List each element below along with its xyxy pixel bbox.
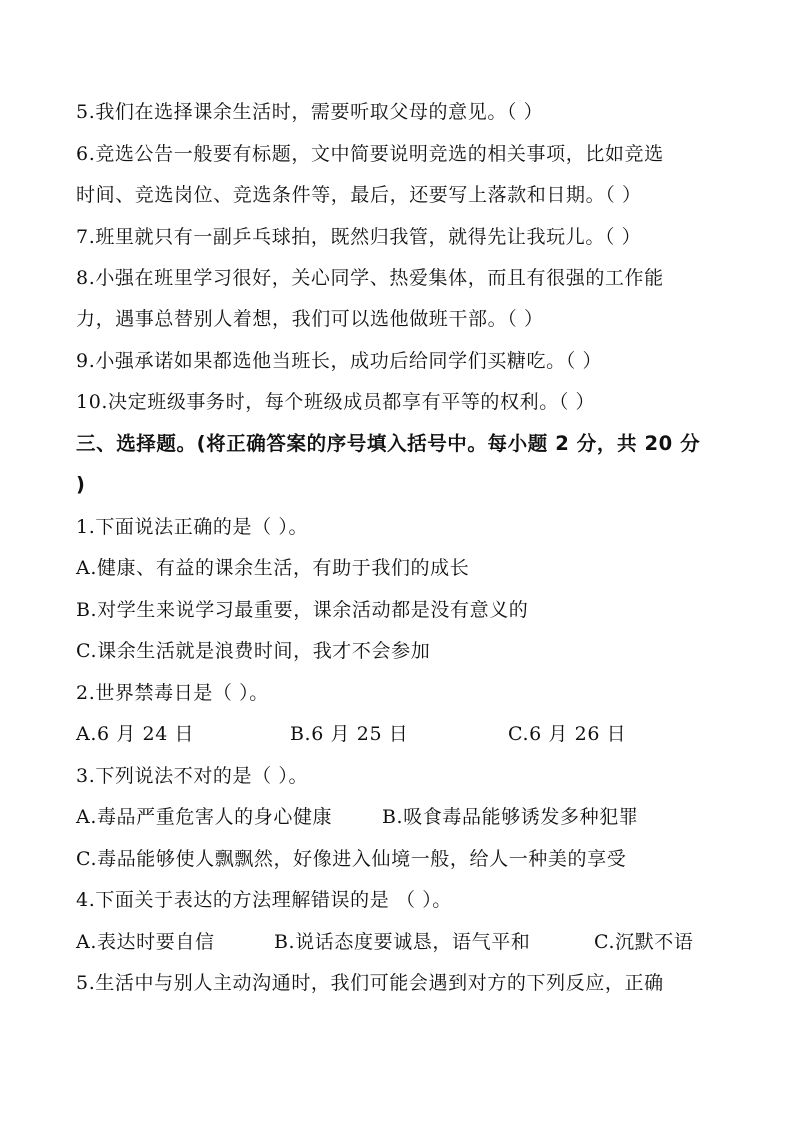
choice-q2-options bbox=[76, 721, 726, 747]
choice-q4-option-b: B.说话态度要诚恳，语气平和 bbox=[274, 931, 531, 953]
tf-question-8-line-1: 8.小强在班里学习很好，关心同学、热爱集体，而且有很强的工作能 bbox=[76, 267, 664, 289]
choice-q3-options-ab bbox=[76, 804, 726, 830]
choice-q3-stem: 3.下列说法不对的是（ ）。 bbox=[76, 765, 309, 787]
tf-question-8-line-2: 力，遇事总替别人着想，我们可以选他做班干部。（ ） bbox=[76, 308, 544, 330]
tf-question-7: 7.班里就只有一副乒乓球拍，既然归我管，就得先让我玩儿。（ ） bbox=[76, 226, 642, 248]
choice-q3-option-c: C.毒品能够使人飘飘然，好像进入仙境一般，给人一种美的享受 bbox=[76, 848, 627, 870]
tf-question-5: 5.我们在选择课余生活时，需要听取父母的意见。（ ） bbox=[76, 101, 544, 123]
choice-q3-option-b: B.吸食毒品能够诱发多种犯罪 bbox=[382, 806, 639, 828]
choice-q1-option-b: B.对学生来说学习最重要，课余活动都是没有意义的 bbox=[76, 599, 529, 621]
choice-q2-option-c: C.6 月 26 日 bbox=[508, 723, 627, 745]
choice-q2-option-a: A.6 月 24 日 bbox=[76, 723, 195, 745]
section-3-heading-line-2: ) bbox=[76, 473, 86, 496]
tf-question-10: 10.决定班级事务时，每个班级成员都享有平等的权利。（ ） bbox=[76, 391, 596, 413]
choice-q1-option-a: A.健康、有益的课余生活，有助于我们的成长 bbox=[76, 557, 470, 579]
choice-q3-option-a: A.毒品严重危害人的身心健康 bbox=[76, 806, 333, 828]
section-3-heading-line-1: 三、选择题。(将正确答案的序号填入括号中。每小题 2 分，共 20 分 bbox=[76, 432, 701, 455]
tf-question-6-line-2: 时间、竞选岗位、竞选条件等，最后，还要写上落款和日期。（ ） bbox=[76, 184, 642, 206]
tf-question-6-line-1: 6.竞选公告一般要有标题，文中简要说明竞选的相关事项，比如竞选 bbox=[76, 143, 664, 165]
choice-q1-stem: 1.下面说法正确的是（ ）。 bbox=[76, 516, 309, 538]
choice-q4-option-a: A.表达时要自信 bbox=[76, 931, 215, 953]
choice-q1-option-c: C.课余生活就是浪费时间，我才不会参加 bbox=[76, 640, 431, 662]
choice-q4-options bbox=[76, 929, 726, 955]
choice-q5-stem: 5.生活中与别人主动沟通时，我们可能会遇到对方的下列反应，正确 bbox=[76, 972, 664, 994]
choice-q2-option-b: B.6 月 25 日 bbox=[290, 723, 409, 745]
choice-q2-stem: 2.世界禁毒日是（ ）。 bbox=[76, 682, 269, 704]
choice-q4-option-c: C.沉默不语 bbox=[594, 931, 694, 953]
choice-q4-stem: 4.下面关于表达的方法理解错误的是 （ ）。 bbox=[76, 889, 452, 911]
tf-question-9: 9.小强承诺如果都选他当班长，成功后给同学们买糖吃。（ ） bbox=[76, 350, 603, 372]
